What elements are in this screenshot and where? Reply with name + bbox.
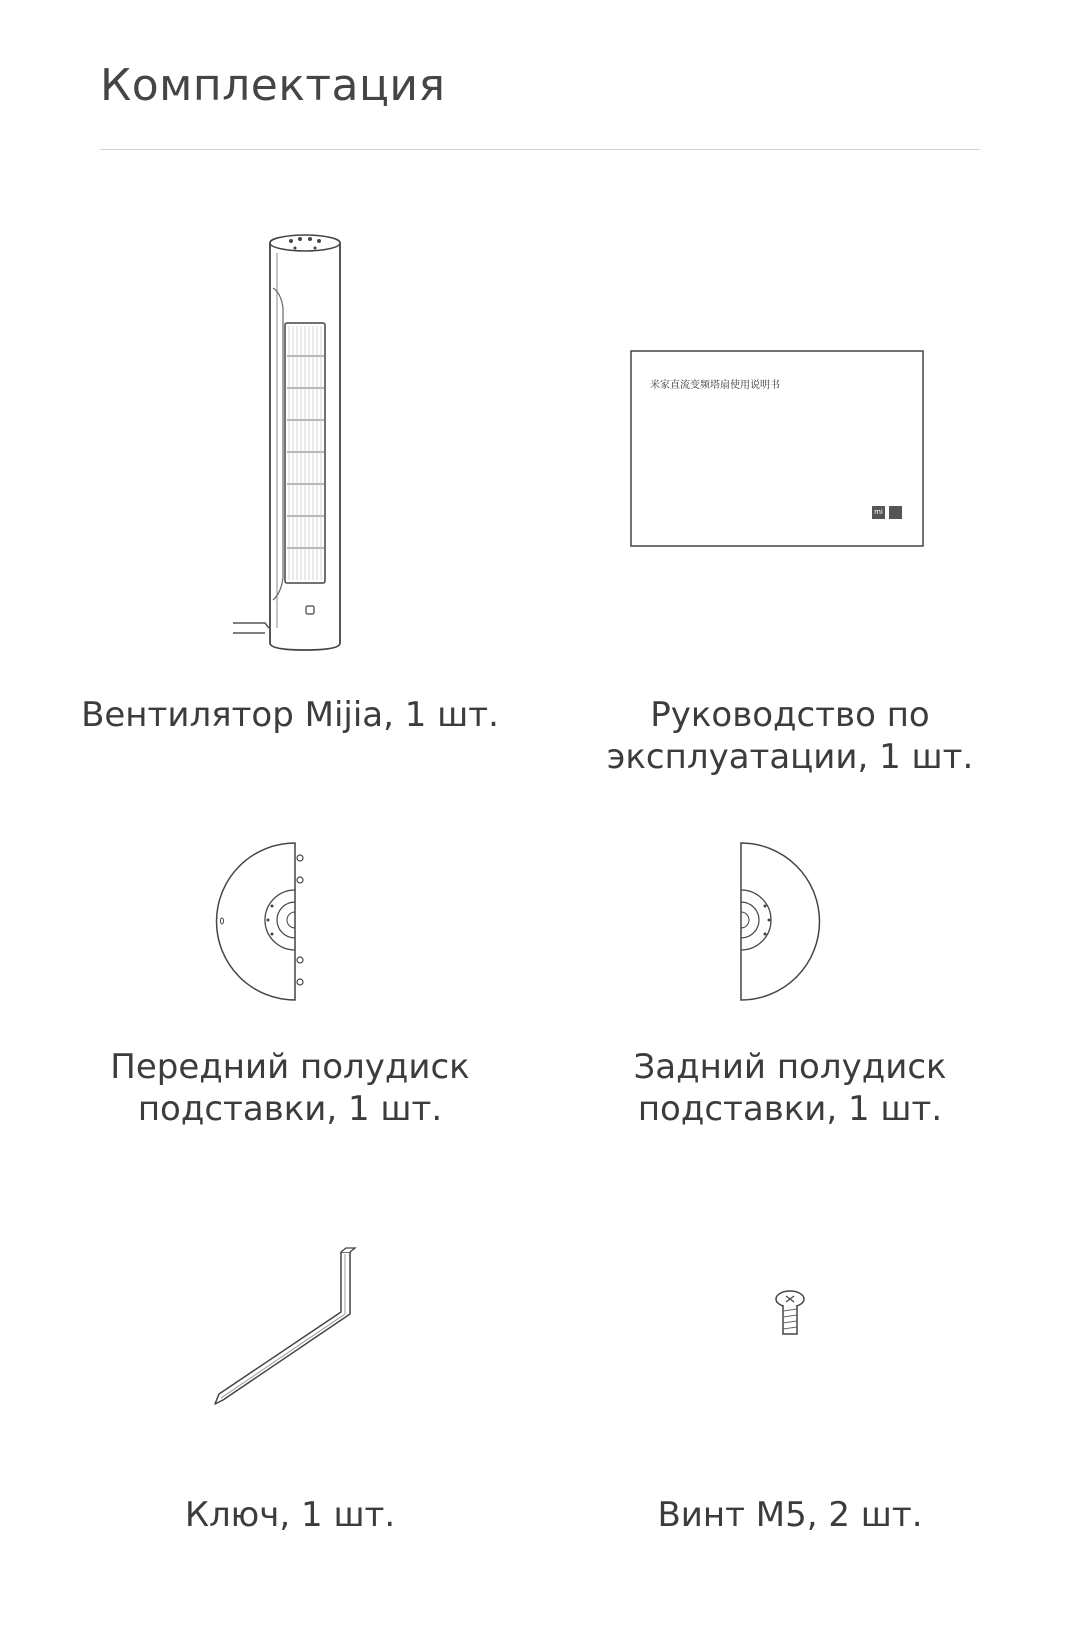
caption-line: Руководство по <box>650 695 930 735</box>
item-caption-key <box>70 1494 510 1536</box>
rear-half-disk-illustration <box>735 840 835 1005</box>
caption-line: Винт M5, 2 шт. <box>657 1495 923 1535</box>
item-caption-fan <box>70 694 510 736</box>
front-half-disk-illustration <box>210 840 310 1005</box>
hex-key-illustration <box>205 1240 375 1410</box>
caption-line: подставки, 1 шт. <box>637 1089 943 1129</box>
caption-line: Вентилятор Mijia, 1 шт. <box>81 695 499 735</box>
caption-line: подставки, 1 шт. <box>137 1089 443 1129</box>
caption-line: Задний полудиск <box>633 1047 947 1087</box>
title-divider <box>100 149 980 150</box>
caption-line: эксплуатации, 1 шт. <box>606 737 974 777</box>
tower-fan-illustration <box>225 228 355 658</box>
item-caption-front-disk <box>70 1046 510 1130</box>
manual-mi-logo: mi <box>874 508 883 516</box>
page-title: Комплектация <box>100 60 446 111</box>
manual-illustration <box>630 350 930 550</box>
caption-line: Ключ, 1 шт. <box>184 1495 396 1535</box>
item-caption-manual <box>570 694 1010 778</box>
item-caption-rear-disk <box>570 1046 1010 1130</box>
manual-cover-text: 米家直流变频塔扇使用说明书 <box>650 380 780 391</box>
item-caption-screw <box>570 1494 1010 1536</box>
caption-line: Передний полудиск <box>110 1047 470 1087</box>
screw-illustration <box>770 1290 810 1340</box>
